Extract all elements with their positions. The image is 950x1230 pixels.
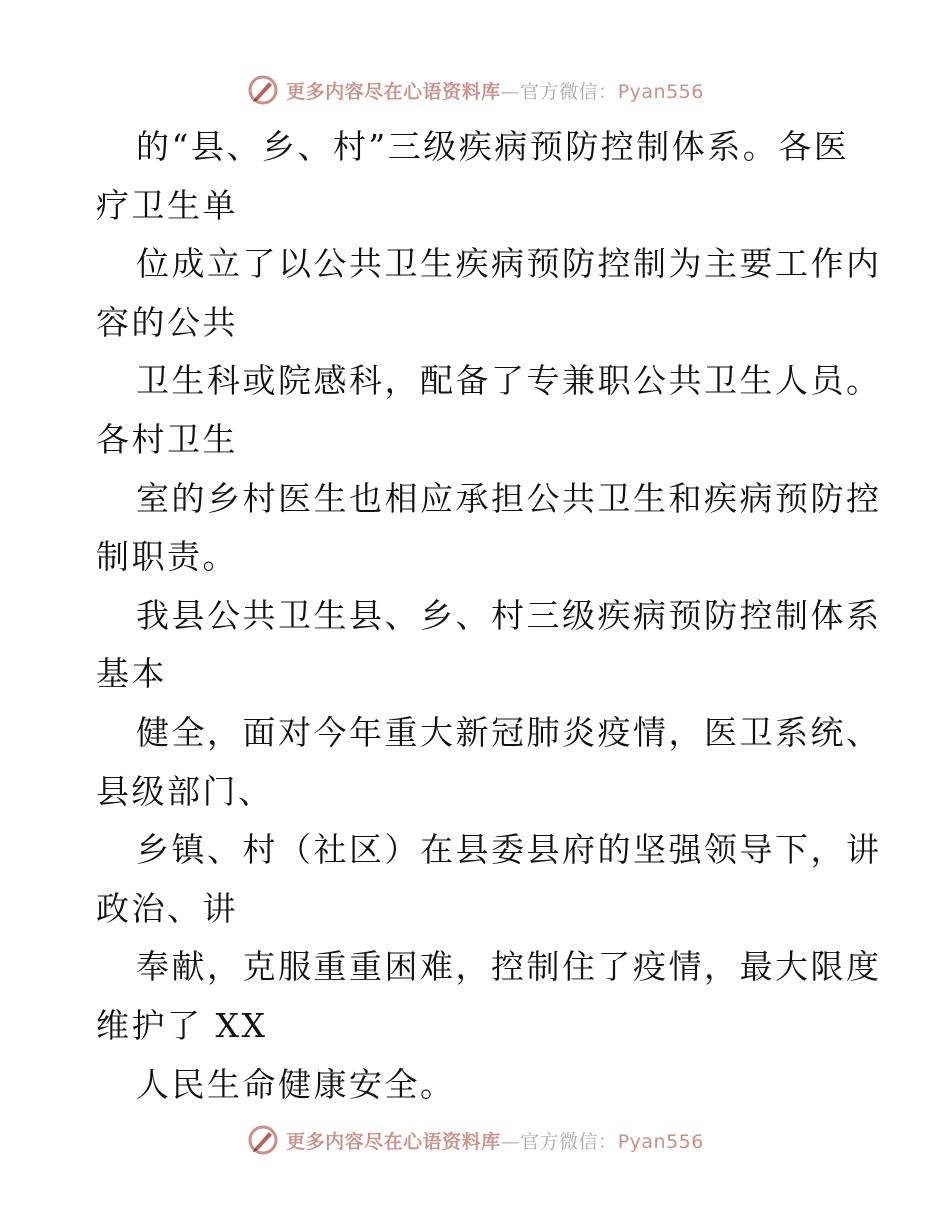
text-line: 疗卫生单 xyxy=(96,185,238,225)
text-line: 政治、讲 xyxy=(96,888,238,928)
text-line: 制职责。 xyxy=(96,537,238,577)
watermark-dash: — xyxy=(500,80,521,103)
watermark-label: 官方微信： xyxy=(520,1130,618,1153)
watermark-brand: 更多内容尽在心语资料库 xyxy=(286,80,501,103)
text-line: 县级部门、 xyxy=(96,771,274,811)
text-line: 乡镇、村（社区）在县委县府的坚强领导下，讲 xyxy=(136,830,882,870)
text-line: 我县公共卫生县、乡、村三级疾病预防控制体系 xyxy=(136,595,882,635)
text-line: 位成立了以公共卫生疾病预防控制为主要工作内 xyxy=(136,244,882,284)
text-line: 健全，面对今年重大新冠肺炎疫情，医卫系统、 xyxy=(136,712,882,752)
text-line: 容的公共 xyxy=(96,302,238,342)
pen-logo-icon xyxy=(246,1123,280,1157)
document-body xyxy=(96,118,882,1114)
watermark-label: 官方微信： xyxy=(520,80,618,103)
watermark-brand: 更多内容尽在心语资料库 xyxy=(286,1130,501,1153)
watermark-dash: — xyxy=(500,1130,521,1153)
pen-logo-icon xyxy=(246,73,280,107)
watermark-header xyxy=(0,70,950,110)
text-line: 基本 xyxy=(96,654,167,694)
text-line: 的“县、乡、村”三级疾病预防控制体系。各医 xyxy=(136,127,850,166)
watermark-footer xyxy=(0,1120,950,1160)
text-line: 卫生科或院感科，配备了专兼职公共卫生人员。 xyxy=(136,361,882,401)
text-line: 人民生命健康安全。 xyxy=(136,1064,456,1104)
watermark-id: Pyan556 xyxy=(617,1130,704,1153)
text-line: 维护了 XX xyxy=(96,1005,268,1045)
watermark-id: Pyan556 xyxy=(617,80,704,103)
text-line: 各村卫生 xyxy=(96,419,238,459)
text-line: 室的乡村医生也相应承担公共卫生和疾病预防控 xyxy=(136,478,882,518)
text-line: 奉献，克服重重困难，控制住了疫情，最大限度 xyxy=(136,947,882,987)
